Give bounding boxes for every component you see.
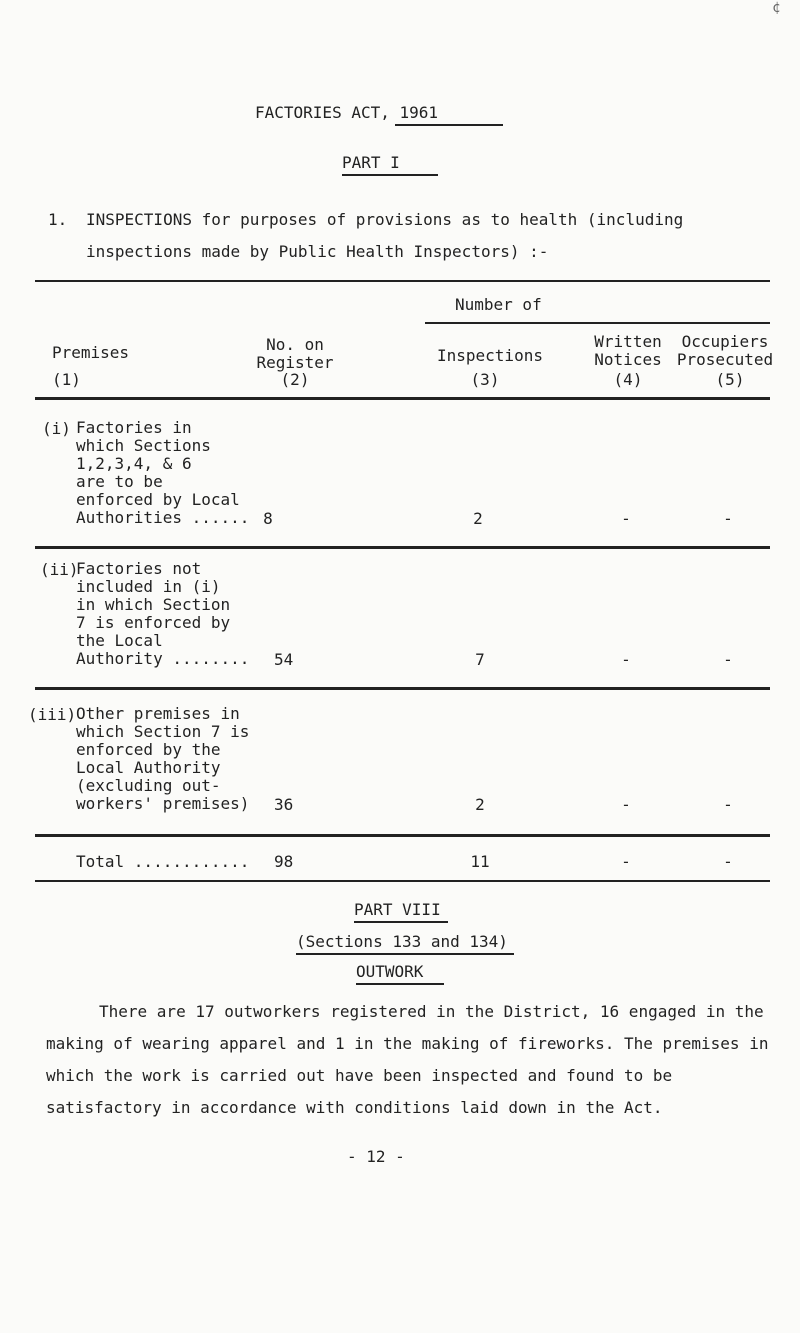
section-text-line1: INSPECTIONS for purposes of provisions as to health (including	[86, 210, 684, 229]
col-header-inspections: Inspections	[437, 346, 543, 365]
total-label: Total ............	[76, 852, 250, 871]
col-num-3: (3)	[470, 370, 500, 389]
row-register: 8	[263, 509, 273, 528]
table-top-rule	[35, 280, 770, 282]
row-register: 54	[274, 650, 294, 669]
table-bottom-rule	[35, 880, 770, 882]
row-description: Factories in which Sections 1,2,3,4, & 6 are to be enforced by Local Authorities ......	[76, 418, 250, 527]
group-header-rule	[425, 322, 770, 324]
part8-heading: OUTWORK	[356, 962, 424, 981]
section-number: 1.	[48, 210, 68, 229]
section-text-line2: inspections made by Public Health Inspectors) :-	[86, 242, 549, 261]
col-header-prosecuted: Occupiers Prosecuted	[676, 332, 774, 369]
row-inspections: 7	[475, 650, 485, 669]
row-divider	[35, 834, 770, 837]
row-notices: -	[621, 509, 631, 528]
page-number: - 12 -	[347, 1147, 405, 1166]
row-divider	[35, 687, 770, 690]
part8-title: PART VIII	[354, 900, 441, 919]
part-title: PART I	[342, 153, 400, 172]
total-prosecuted: -	[723, 852, 733, 871]
row-prosecuted: -	[723, 795, 733, 814]
part8-subtitle: (Sections 133 and 134)	[296, 932, 508, 951]
row-description: Other premises in which Section 7 is enforced by the Local Authority (excluding out- workers' premises)	[76, 704, 250, 813]
corner-mark: ¢	[772, 0, 781, 16]
col-num-1: (1)	[52, 370, 81, 389]
row-description: Factories not included in (i) in which Section 7 is enforced by the Local Authority ........	[76, 559, 250, 668]
header-bottom-rule	[35, 397, 770, 400]
col-num-5: (5)	[715, 370, 745, 389]
total-notices: -	[621, 852, 631, 871]
col-num-2: (2)	[280, 370, 310, 389]
row-prosecuted: -	[723, 650, 733, 669]
part8-title-underline	[354, 921, 448, 923]
row-label: (ii)	[40, 560, 79, 579]
title-underline	[395, 124, 503, 126]
col-header-register: No. on Register	[256, 335, 334, 372]
row-label: (i)	[42, 419, 71, 438]
act-title: FACTORIES ACT, 1961	[255, 103, 439, 122]
row-inspections: 2	[473, 509, 483, 528]
col-header-notices: Written Notices	[594, 332, 662, 369]
outwork-paragraph: There are 17 outworkers registered in the District, 16 engaged in the making of wearing apparel and 1 in the making of fireworks. The premises in which the work is carried out have been inspected and found to be satisfactory in accordance with conditions laid down in the Act.	[46, 1002, 769, 1117]
total-inspections: 11	[470, 852, 490, 871]
col-header-premises: Premises	[52, 343, 130, 362]
row-notices: -	[621, 650, 631, 669]
part-underline	[342, 174, 438, 176]
total-register: 98	[274, 852, 294, 871]
row-notices: -	[621, 795, 631, 814]
part8-subtitle-underline	[296, 953, 514, 955]
row-inspections: 2	[475, 795, 485, 814]
row-divider	[35, 546, 770, 549]
row-register: 36	[274, 795, 294, 814]
part8-heading-underline	[356, 983, 444, 985]
row-label: (iii)	[28, 705, 77, 724]
row-prosecuted: -	[723, 509, 733, 528]
col-num-4: (4)	[613, 370, 643, 389]
group-header: Number of	[455, 295, 542, 314]
